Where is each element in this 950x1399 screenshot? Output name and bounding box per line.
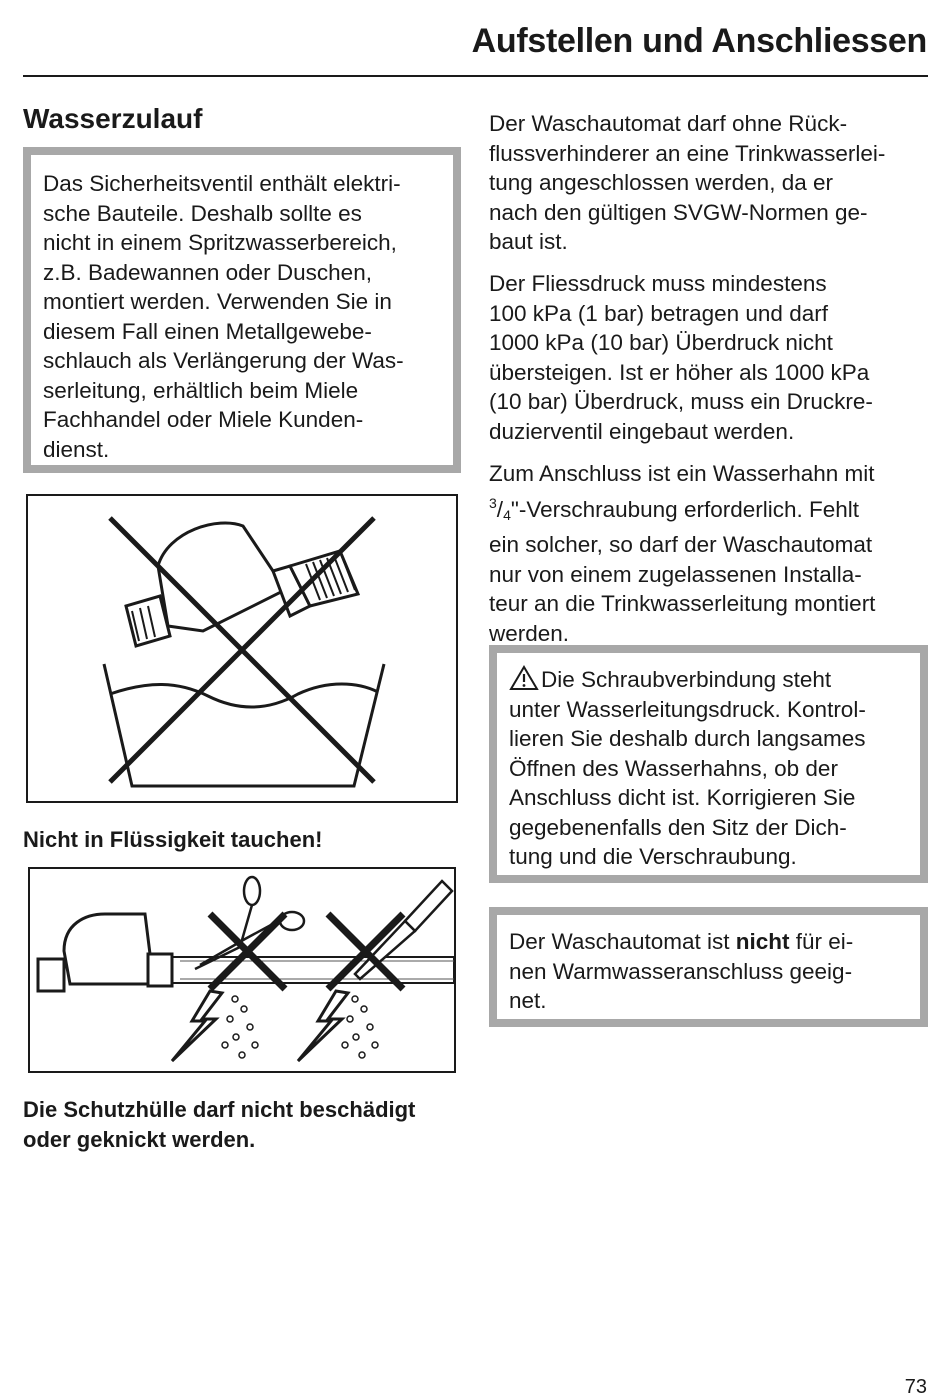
paragraph-line: teur an die Trinkwasserleitung montiert xyxy=(489,591,876,616)
fraction-separator: / xyxy=(496,496,504,522)
figure-caption-no-immersion: Nicht in Flüssigkeit tauchen! xyxy=(23,827,323,852)
fraction-denominator: 4 xyxy=(503,506,511,523)
note-line: gegebenenfalls den Sitz der Dich- xyxy=(509,814,847,840)
paragraph-line: baut ist. xyxy=(489,229,568,254)
paragraph-line: tung angeschlossen werden, da er xyxy=(489,170,833,195)
water-drops-icon xyxy=(222,996,378,1058)
note-line: nen Warmwasseranschluss geeig- xyxy=(509,958,853,984)
warning-line: z.B. Badewannen oder Duschen, xyxy=(43,259,372,285)
caption-line: oder geknickt werden. xyxy=(23,1127,256,1152)
warning-triangle-icon xyxy=(509,665,539,691)
warning-line: sche Bauteile. Deshalb sollte es xyxy=(43,200,362,226)
figure-caption-protective-sleeve xyxy=(23,1095,415,1155)
screw-connection-warning-box xyxy=(489,645,928,883)
paragraph-line-fraction xyxy=(489,489,929,531)
note-text: Der Waschautomat ist xyxy=(509,929,736,954)
paragraph-line: flussverhinderer an eine Trinkwasserlei- xyxy=(489,140,886,166)
safety-valve-warning-box xyxy=(23,147,461,473)
warning-line: nicht in einem Spritzwasserbereich, xyxy=(43,230,397,255)
note-text: für ei- xyxy=(789,929,854,954)
warning-line: serleitung, erhältlich beim Miele xyxy=(43,377,359,403)
note-line: lieren Sie deshalb durch langsames xyxy=(509,726,866,751)
paragraph-line: (10 bar) Überdruck, muss ein Druckre- xyxy=(489,389,873,414)
fraction-numerator: 3 xyxy=(489,494,497,511)
warning-line: Das Sicherheitsventil enthält elektri- xyxy=(43,171,401,196)
note-line xyxy=(509,927,908,957)
note-line: net. xyxy=(509,988,547,1013)
note-emphasis: nicht xyxy=(735,929,790,954)
page-number: 73 xyxy=(904,1376,927,1398)
paragraph-line: Der Fliessdruck muss mindestens xyxy=(489,271,827,296)
note-line: tung und die Verschraubung. xyxy=(509,844,797,869)
note-line: Öffnen des Wasserhahns, ob der xyxy=(509,755,838,781)
paragraph-line: 100 kPa (1 bar) betragen und darf xyxy=(489,300,828,326)
paragraph-line: Der Waschautomat darf ohne Rück- xyxy=(489,111,848,136)
paragraph-connection xyxy=(489,459,929,648)
warning-line: dienst. xyxy=(43,436,110,462)
paragraph-line: übersteigen. Ist er höher als 1000 kPa xyxy=(489,359,870,385)
warning-line: schlauch als Verlängerung der Was- xyxy=(43,348,404,373)
paragraph-line: Zum Anschluss ist ein Wasserhahn mit xyxy=(489,461,875,486)
page-header-title: Aufstellen und Anschliessen xyxy=(471,22,927,60)
paragraph-backflow xyxy=(489,109,929,257)
lightning-icon xyxy=(172,991,348,1061)
protective-sleeve-illustration xyxy=(30,869,454,1071)
note-first-line xyxy=(509,665,908,695)
paragraph-line: nur von einem zugelassenen Installa- xyxy=(489,561,862,587)
warning-line: Fachhandel oder Miele Kunden- xyxy=(43,407,364,432)
paragraph-line: werden. xyxy=(489,620,570,646)
figure-no-immersion xyxy=(26,494,458,803)
section-title: Wasserzulauf xyxy=(23,103,203,134)
paragraph-line: ein solcher, so darf der Waschautomat xyxy=(489,532,873,557)
hot-water-note-box xyxy=(489,907,928,1027)
valve-in-water-crossed-icon xyxy=(28,496,456,801)
caption-line: Die Schutzhülle darf nicht beschädigt xyxy=(23,1097,416,1122)
paragraph-line: nach den gültigen SVGW-Normen ge- xyxy=(489,199,868,225)
paragraph-line-rest: "-Verschraubung erforderlich. Fehlt xyxy=(510,496,860,522)
paragraph-line: duzierventil eingebaut werden. xyxy=(489,418,795,444)
note-line: Anschluss dicht ist. Korrigieren Sie xyxy=(509,785,856,810)
figure-protective-sleeve xyxy=(28,867,456,1073)
note-line: unter Wasserleitungsdruck. Kontrol- xyxy=(509,696,866,722)
paragraph-pressure xyxy=(489,269,929,446)
warning-line: diesem Fall einen Metallgewebe- xyxy=(43,318,372,344)
header-divider xyxy=(23,75,928,77)
warning-line: montiert werden. Verwenden Sie in xyxy=(43,289,392,314)
note-line: Die Schraubverbindung steht xyxy=(541,667,832,692)
paragraph-line: 1000 kPa (10 bar) Überdruck nicht xyxy=(489,330,833,355)
